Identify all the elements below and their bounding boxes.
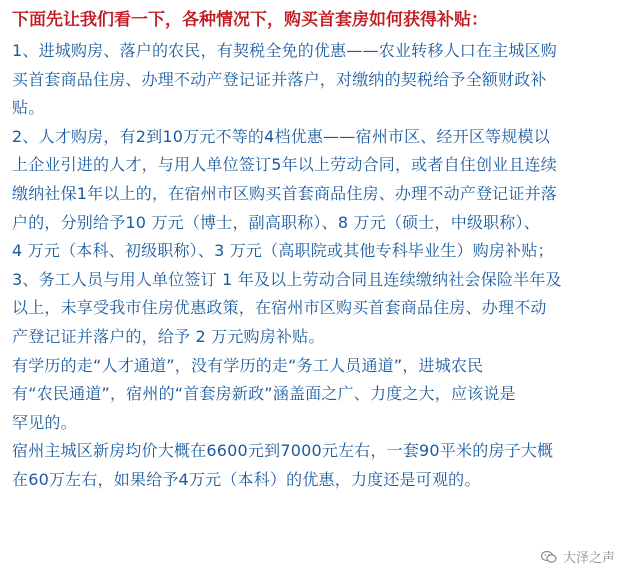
text-line: 有“农民通道”，宿州的“首套房新政”涵盖面之广、力度之大，应该说是 xyxy=(12,384,516,404)
text-line: 2、人才购房，有2到10万元不等的4档优惠——宿州市区、经开区等规模以 xyxy=(12,126,550,146)
text-line: 产登记证并落户的，给予 2 万元购房补贴。 xyxy=(12,326,325,346)
policy-item-2 xyxy=(12,123,620,266)
wechat-official-account-icon xyxy=(541,550,557,564)
text-line: 贴。 xyxy=(12,98,45,118)
text-line: 以上，未享受我市住房优惠政策，在宿州市区购买首套商品住房、办理不动 xyxy=(12,298,547,318)
text-line: 买首套商品住房、办理不动产登记证并落户，对缴纳的契税给予全额财政补 xyxy=(12,69,547,89)
text-line: 上企业引进的人才，与用人单位签订5年以上劳动合同，或者自住创业且连续 xyxy=(12,155,557,175)
text-line: 有学历的走“人才通道”，没有学历的走“务工人员通道”，进城农民 xyxy=(12,355,484,375)
policy-item-1 xyxy=(12,37,620,123)
article-body xyxy=(12,4,620,495)
text-line: 户的，分别给予10 万元（博士，副高职称）、8 万元（硕士，中级职称）、 xyxy=(12,212,540,232)
text-line: 在60万左右，如果给予4万元（本科）的优惠，力度还是可观的。 xyxy=(12,469,481,489)
policy-item-3 xyxy=(12,266,620,352)
text-line: 3、务工人员与用人单位签订 1 年及以上劳动合同且连续缴纳社会保险半年及 xyxy=(12,269,562,289)
text-line: 缴纳社保1年以上的，在宿州市区购买首套商品住房、办理不动产登记证并落 xyxy=(12,183,557,203)
text-line: 罕见的。 xyxy=(12,412,77,432)
commentary-paragraph xyxy=(12,352,620,438)
text-line: 1、进城购房、落户的农民，有契税全免的优惠——农业转移人口在主城区购 xyxy=(12,41,557,60)
watermark xyxy=(537,545,619,568)
price-paragraph xyxy=(12,437,620,494)
text-line: 4 万元（本科、初级职称）、3 万元（高职院或其他专科毕业生）购房补贴； xyxy=(12,241,554,261)
article-heading: 下面先让我们看一下，各种情况下，购买首套房如何获得补贴： xyxy=(12,10,488,30)
text-line: 宿州主城区新房均价大概在6600元到7000元左右，一套90平米的房子大概 xyxy=(12,441,554,461)
watermark-text: 大泽之声 xyxy=(562,551,615,566)
